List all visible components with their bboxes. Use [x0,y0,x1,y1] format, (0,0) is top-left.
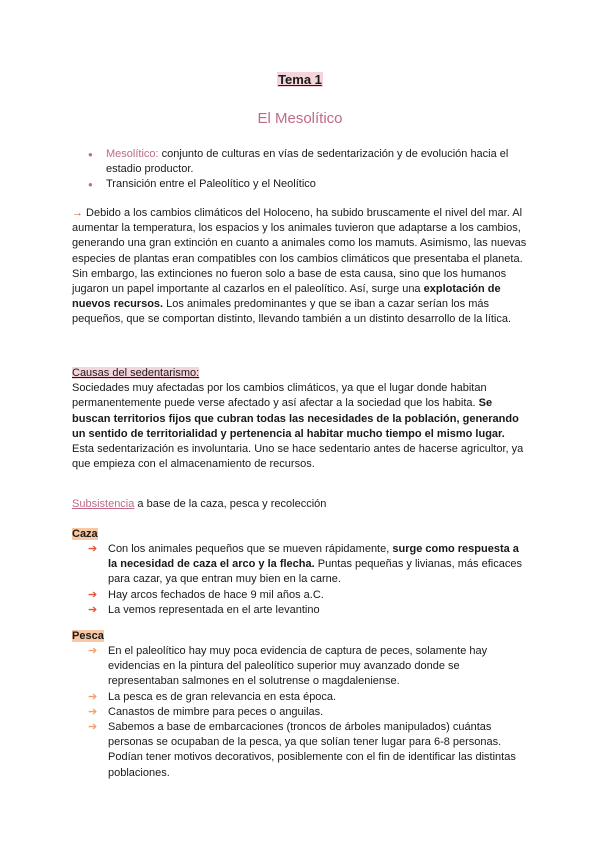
arrow-right-icon: ➔ [88,588,98,601]
term-mesolitico: Mesolítico: [106,148,159,160]
pesca-heading-row [72,629,528,644]
paragraph-text: Debido a los cambios climáticos del Holoceno, ha subido bruscamente el nivel del mar. Al aumentar la temperatura, los espacios y los animales tuvieron que adaptarse a los cambios, generando una gran extinción en cuanto a animales como los mamuts. Asimismo, las nuevas especies de plantas eran compatibles con los cambios climáticos que presentaba el planeta. Sin embargo, las extinciones no fueron solo a base de esta causa, sino que los humanos jugaron un papel importante al cazarlos en el paleolítico. Así, surge una [72,207,527,296]
causas-text: Esta sedentarización es involuntaria. Uno se hace sedentario antes de hacerse agricultor, ya que empieza con el almacenamiento de recursos. [72,443,524,471]
causas-bold: Se buscan territorios fijos que cubran todas las necesidades de la población, generando un sentido de territorialidad y pertenencia al habitar mucho tiempo el mismo lugar. [72,397,519,440]
pesca-heading: Pesca [72,630,104,642]
list-item [88,147,528,177]
arrow-right-icon: ➔ [88,705,98,718]
section-causas [72,366,528,472]
list-item [88,644,528,690]
list-item-text: Sabemos a base de embarcaciones (troncos de árboles manipulados) cuántas personas se ocupaban de la pesca, ya que solían tener lugar para 6-8 personas. Podían tener motivos decorativos, posiblemente con el fin de identificar las distintas poblaciones. [108,721,516,779]
list-item-text: Con los animales pequeños que se mueven rápidamente, [108,543,393,555]
causas-text: Sociedades muy afectadas por los cambios climáticos, ya que el lugar donde habitan permanentemente puede verse afectado y así afectar a la sociedad que los habita. [72,382,487,410]
list-item [88,588,528,603]
list-item [88,542,528,588]
arrow-right-icon: → [72,207,83,219]
list-item-text: Canastos de mimbre para peces o anguilas. [108,705,324,718]
list-item [88,690,528,705]
arrow-right-icon: ➔ [88,645,98,657]
arrow-right-icon: ➔ [88,721,98,734]
paragraph-bold: explotación de nuevos recursos. [72,283,501,311]
list-item-text: Hay arcos fechados de hace 9 mil años a.C. [108,588,324,601]
paragraph-holoceno [72,206,528,328]
causas-heading: Causas del sedentarismo: [72,367,200,379]
intro-list [88,147,528,193]
title-text: Tema 1 [278,72,322,87]
list-item-text: conjunto de culturas en vías de sedentarización y de evolución hacia el estadio productor. [106,148,509,176]
arrow-right-icon: ➔ [88,543,98,555]
list-item [88,720,528,781]
page-title [0,72,600,87]
list-item [88,603,528,618]
subsistencia-line [72,497,528,512]
caza-heading: Caza [72,528,98,540]
list-item-text: Transición entre el Paleolítico y el Neolítico [106,178,316,191]
subsistencia-link[interactable]: Subsistencia [72,498,135,510]
list-item-text: Puntas pequeñas y livianas, más eficaces para cazar, ya que entran muy bien en la carne. [108,558,522,586]
list-item-text: En el paleolítico hay muy poca evidencia de captura de peces, solamente hay evidencias en la pintura del paleolítico superior muy avanzado donde se representaban salmones en el solutrense o magdaleniense. [108,645,488,688]
subsistencia-text: a base de la caza, pesca y recolección [134,498,327,510]
caza-heading-row [72,527,528,542]
arrow-right-icon: ➔ [88,690,98,703]
paragraph-text: Los animales predominantes y que se iban a cazar serían los más pequeños, que se comportan distinto, llevando también a un distinto desarrollo de la lítica. [72,298,512,326]
list-item [88,177,528,192]
list-item-text: La vemos representada en el arte levantino [108,603,320,616]
list-item-text: La pesca es de gran relevancia en esta época. [108,690,337,703]
list-item [88,705,528,720]
pesca-list [88,644,528,781]
list-item-bold: surge como respuesta a la necesidad de caza el arco y la flecha. [108,543,519,571]
arrow-right-icon: ➔ [88,603,98,616]
page-subtitle: El Mesolítico [257,110,343,127]
caza-list [88,542,528,618]
